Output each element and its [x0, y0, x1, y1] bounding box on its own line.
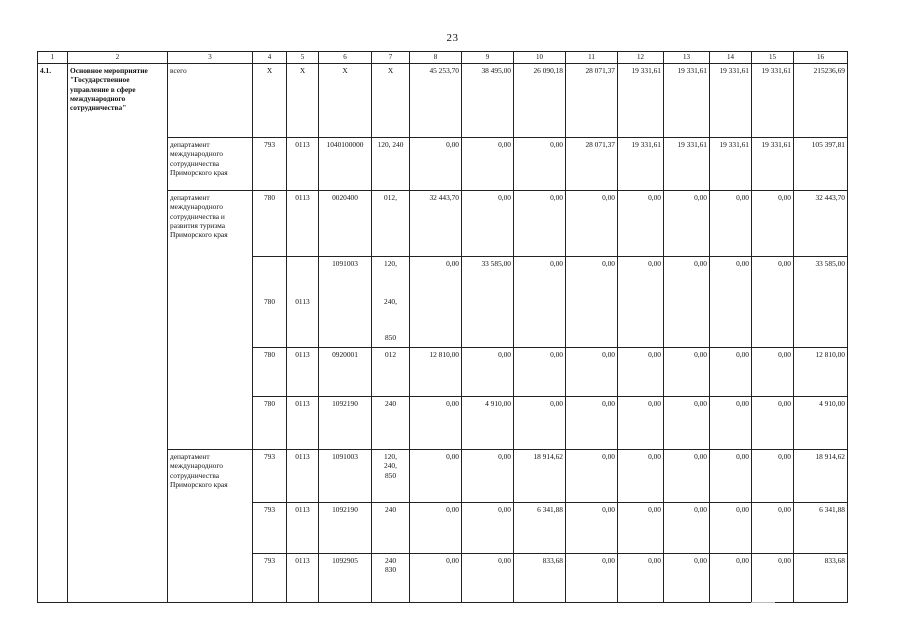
column-number: 8 — [410, 52, 462, 64]
expense-type: Х — [372, 64, 410, 138]
admin-code: 780 — [253, 257, 287, 348]
amount-cell: 4 910,00 — [462, 397, 514, 450]
expense-type-line: 240, — [384, 297, 397, 306]
admin-code: 793 — [253, 450, 287, 503]
column-number: 14 — [710, 52, 752, 64]
amount-cell: 0,00 — [514, 397, 566, 450]
amount-cell: 0,00 — [618, 450, 664, 503]
amount-total-cell: 4 910,00 — [794, 397, 848, 450]
expense-type: 240 — [372, 397, 410, 450]
amount-cell: 32 443,70 — [410, 191, 462, 257]
section-code: 0113 — [287, 397, 319, 450]
amount-cell: 0,00 — [462, 348, 514, 397]
amount-total-cell: 18 914,62 — [794, 450, 848, 503]
target-code: 1091003 — [319, 257, 372, 348]
amount-cell: 0,00 — [664, 348, 710, 397]
funding-source-label: департамент международного сотрудничества Приморского края — [168, 138, 253, 191]
admin-code: Х — [253, 64, 287, 138]
column-number: 16 — [794, 52, 848, 64]
amount-cell: 0,00 — [664, 554, 710, 603]
amount-cell: 0,00 — [514, 138, 566, 191]
amount-cell: 0,00 — [664, 191, 710, 257]
column-number: 15 — [752, 52, 794, 64]
amount-cell: 19 331,61 — [618, 138, 664, 191]
expense-type — [372, 257, 410, 348]
expense-type — [372, 450, 410, 503]
target-code: 1091003 — [319, 450, 372, 503]
amount-cell: 0,00 — [566, 554, 618, 603]
section-code: 0113 — [287, 348, 319, 397]
amount-cell: 0,00 — [710, 191, 752, 257]
amount-cell: 0,00 — [410, 450, 462, 503]
amount-cell: 0,00 — [710, 257, 752, 348]
expense-type: 012, — [372, 191, 410, 257]
amount-cell: 45 253,70 — [410, 64, 462, 138]
amount-cell: 0,00 — [410, 503, 462, 554]
funding-source-label: всего — [168, 64, 253, 138]
amount-cell: 0,00 — [514, 191, 566, 257]
admin-code: 793 — [253, 554, 287, 603]
amount-cell: 33 585,00 — [462, 257, 514, 348]
amount-cell: 0,00 — [618, 397, 664, 450]
amount-cell: 0,00 — [410, 397, 462, 450]
amount-total-cell: 215236,69 — [794, 64, 848, 138]
target-code: 0020400 — [319, 191, 372, 257]
amount-cell: 19 331,61 — [752, 64, 794, 138]
funding-source-label: департамент международного сотрудничества и развития туризма Приморского края — [168, 191, 253, 450]
expense-type: 120, 240 — [372, 138, 410, 191]
amount-cell: 0,00 — [566, 348, 618, 397]
amount-total-cell: 833,68 — [794, 554, 848, 603]
event-name: Основное мероприятие "Государственное управление в сфере международного сотрудничества" — [68, 64, 168, 603]
column-number: 1 — [38, 52, 68, 64]
table-row — [38, 64, 848, 138]
column-number: 5 — [287, 52, 319, 64]
target-code: 1092190 — [319, 397, 372, 450]
amount-total-cell: 12 810,00 — [794, 348, 848, 397]
amount-cell: 0,00 — [618, 503, 664, 554]
amount-cell: 0,00 — [462, 503, 514, 554]
column-number: 13 — [664, 52, 710, 64]
amount-cell: 19 331,61 — [618, 64, 664, 138]
column-number: 12 — [618, 52, 664, 64]
amount-cell: 0,00 — [710, 554, 752, 603]
section-code: 0113 — [287, 138, 319, 191]
amount-cell: 28 071,37 — [566, 138, 618, 191]
amount-cell: 0,00 — [752, 257, 794, 348]
admin-code: 780 — [253, 191, 287, 257]
amount-cell: 0,00 — [618, 554, 664, 603]
amount-cell: 0,00 — [566, 450, 618, 503]
section-code: 0113 — [287, 257, 319, 348]
column-number-row — [38, 52, 848, 64]
amount-cell: 0,00 — [664, 450, 710, 503]
expense-type-line: 240, — [384, 461, 397, 471]
budget-table — [37, 51, 848, 603]
amount-cell: 0,00 — [566, 257, 618, 348]
section-code: 0113 — [287, 503, 319, 554]
amount-cell: 38 495,00 — [462, 64, 514, 138]
amount-cell: 0,00 — [514, 348, 566, 397]
amount-cell: 0,00 — [514, 257, 566, 348]
column-number: 2 — [68, 52, 168, 64]
row-code: 4.1. — [38, 64, 68, 603]
amount-total-cell: 32 443,70 — [794, 191, 848, 257]
expense-type-line: 240 — [384, 556, 397, 565]
target-code: 1040100000 — [319, 138, 372, 191]
section-code: 0113 — [287, 554, 319, 603]
amount-cell: 0,00 — [710, 348, 752, 397]
admin-code: 780 — [253, 397, 287, 450]
amount-cell: 0,00 — [752, 450, 794, 503]
admin-code: 780 — [253, 348, 287, 397]
amount-cell: 0,00 — [618, 348, 664, 397]
column-number: 10 — [514, 52, 566, 64]
amount-cell: 0,00 — [710, 450, 752, 503]
column-number: 6 — [319, 52, 372, 64]
page-number: 23 — [446, 32, 459, 44]
expense-type-line: 850 — [384, 333, 397, 342]
amount-cell: 19 331,61 — [752, 138, 794, 191]
target-code: 1092190 — [319, 503, 372, 554]
amount-cell: 833,68 — [514, 554, 566, 603]
amount-cell: 19 331,61 — [664, 138, 710, 191]
expense-type-line: 830 — [384, 565, 397, 575]
amount-cell: 0,00 — [618, 191, 664, 257]
amount-cell: 0,00 — [664, 257, 710, 348]
amount-cell: 0,00 — [566, 191, 618, 257]
amount-cell: 0,00 — [752, 397, 794, 450]
amount-cell: 0,00 — [752, 191, 794, 257]
target-code: 1092905 — [319, 554, 372, 603]
amount-cell: 28 071,37 — [566, 64, 618, 138]
column-number: 9 — [462, 52, 514, 64]
expense-type: 012 — [372, 348, 410, 397]
amount-cell: 12 810,00 — [410, 348, 462, 397]
funding-source-label: департамент международного сотрудничества Приморского края — [168, 450, 253, 603]
admin-code: 793 — [253, 503, 287, 554]
amount-total-cell: 105 397,81 — [794, 138, 848, 191]
column-number: 4 — [253, 52, 287, 64]
section-code: Х — [287, 64, 319, 138]
expense-type-line: 120, — [384, 259, 397, 268]
amount-cell: 0,00 — [664, 503, 710, 554]
amount-cell: 0,00 — [410, 257, 462, 348]
section-code: 0113 — [287, 450, 319, 503]
target-code: 0920001 — [319, 348, 372, 397]
amount-cell: 19 331,61 — [710, 64, 752, 138]
amount-cell: 0,00 — [664, 397, 710, 450]
amount-cell: 0,00 — [752, 348, 794, 397]
amount-cell: 0,00 — [752, 503, 794, 554]
column-number: 3 — [168, 52, 253, 64]
scan-mark — [751, 602, 775, 603]
amount-cell: 19 331,61 — [664, 64, 710, 138]
expense-type-line: 850 — [384, 470, 397, 480]
amount-total-cell: 33 585,00 — [794, 257, 848, 348]
admin-code: 793 — [253, 138, 287, 191]
amount-cell: 0,00 — [410, 138, 462, 191]
amount-cell: 6 341,88 — [514, 503, 566, 554]
amount-cell: 0,00 — [710, 503, 752, 554]
amount-cell: 18 914,62 — [514, 450, 566, 503]
amount-cell: 0,00 — [410, 554, 462, 603]
amount-cell: 0,00 — [710, 397, 752, 450]
amount-cell: 26 090,18 — [514, 64, 566, 138]
amount-cell: 0,00 — [618, 257, 664, 348]
amount-cell: 0,00 — [752, 554, 794, 603]
amount-cell: 0,00 — [566, 397, 618, 450]
expense-type-line: 120, — [384, 452, 397, 461]
amount-cell: 19 331,61 — [710, 138, 752, 191]
amount-cell: 0,00 — [462, 450, 514, 503]
amount-cell: 0,00 — [462, 554, 514, 603]
amount-total-cell: 6 341,88 — [794, 503, 848, 554]
target-code: Х — [319, 64, 372, 138]
expense-type: 240 — [372, 503, 410, 554]
amount-cell: 0,00 — [462, 191, 514, 257]
column-number: 11 — [566, 52, 618, 64]
expense-type — [372, 554, 410, 603]
amount-cell: 0,00 — [566, 503, 618, 554]
amount-cell: 0,00 — [462, 138, 514, 191]
section-code: 0113 — [287, 191, 319, 257]
column-number: 7 — [372, 52, 410, 64]
